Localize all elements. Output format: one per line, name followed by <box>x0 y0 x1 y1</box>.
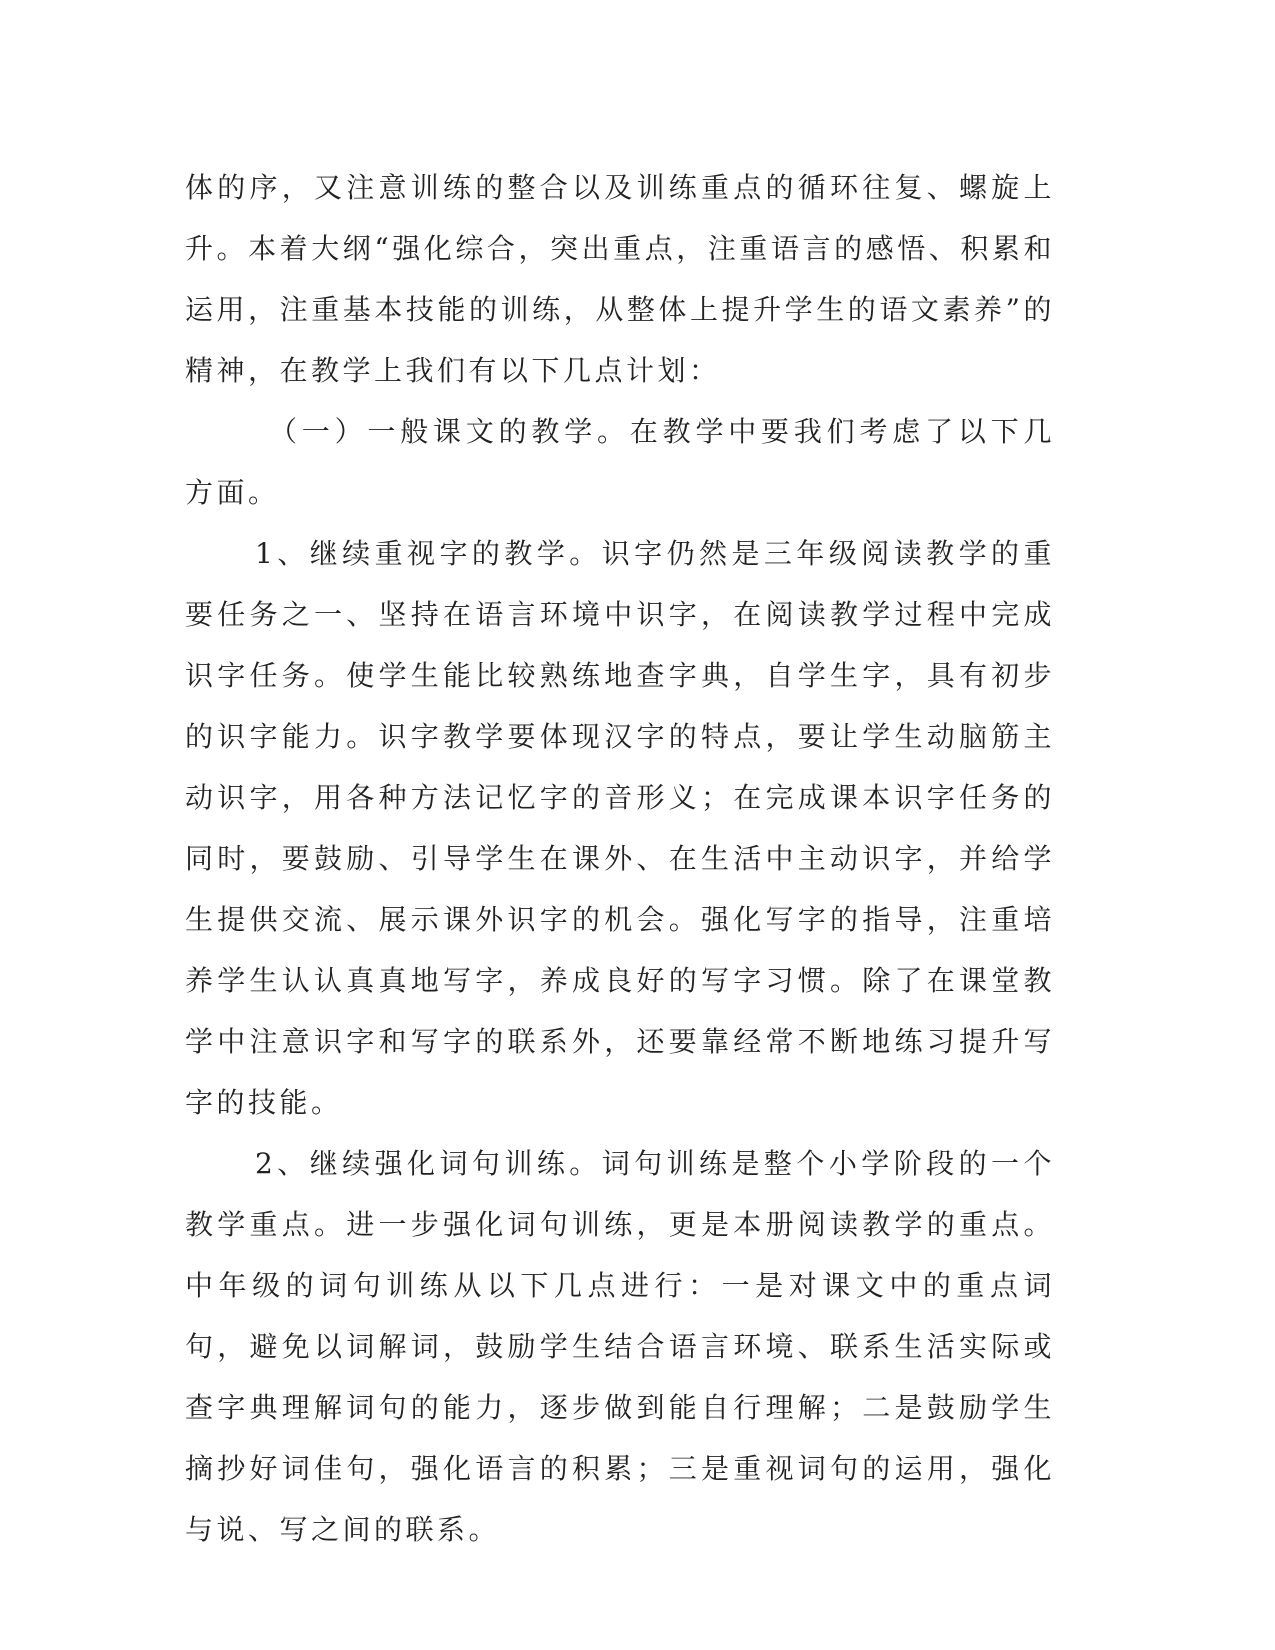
paragraph-section-heading: （一）一般课文的教学。在教学中要我们考虑了以下几方面。 <box>185 415 1055 509</box>
paragraph-item-2: 2、继续强化词句训练。词句训练是整个小学阶段的一个教学重点。进一步强化词句训练，更是本册阅读教学的重点。中年级的词句训练从以下几点进行：一是对课文中的重点词句，避免以词解词，鼓励学生结合语言环境、联系生活实际或查字典理解词句的能力，逐步做到能自行理解；二是鼓励学生摘抄好词佳句，强化语言的积累；三是重视词句的运用，强化与说、写之间的联系。 <box>185 1147 1055 1546</box>
document-body <box>185 157 1055 1560</box>
paragraph-continuation: 体的序，又注意训练的整合以及训练重点的循环往复、螺旋上升。本着大纲“强化综合，突出重点，注重语言的感悟、积累和运用，注重基本技能的训练，从整体上提升学生的语文素养”的精神，在教学上我们有以下几点计划： <box>185 171 1055 387</box>
paragraph-item-1: 1、继续重视字的教学。识字仍然是三年级阅读教学的重要任务之一、坚持在语言环境中识字，在阅读教学过程中完成识字任务。使学生能比较熟练地查字典，自学生字，具有初步的识字能力。识字教学要体现汉字的特点，要让学生动脑筋主动识字，用各种方法记忆字的音形义；在完成课本识字任务的同时，要鼓励、引导学生在课外、在生活中主动识字，并给学生提供交流、展示课外识字的机会。强化写字的指导，注重培养学生认认真真地写字，养成良好的写字习惯。除了在课堂教学中注意识字和写字的联系外，还要靠经常不断地练习提升写字的技能。 <box>185 537 1055 1119</box>
